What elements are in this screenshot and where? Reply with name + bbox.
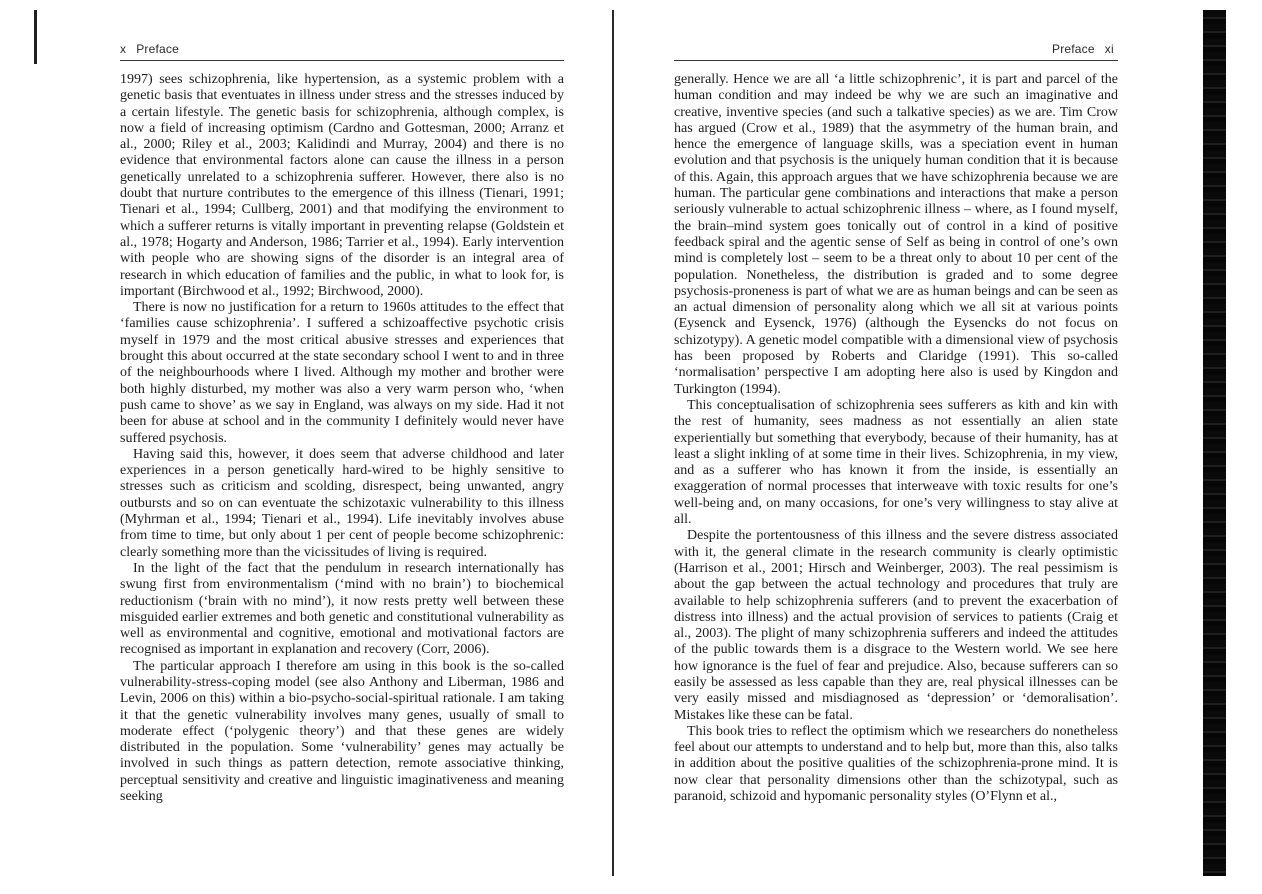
right-running-title: Preface	[1052, 42, 1095, 56]
right-scan-edge	[1203, 10, 1226, 876]
paragraph: Having said this, however, it does seem that adverse childhood and later experiences in a person genetically hard-wired to be highly sensitive to stresses such as criticism and scolding, disrespect, being unwanted, angry outbursts and so on can eventuate the schizotaxic vulnerability to this illness (Myhrman et al., 1994; Tienari et al., 1994). Life inevitably involves abuse from time to time, but only about 1 per cent of people become schizophrenic: clearly something more than the vicissitudes of living is required.	[120, 446, 564, 560]
right-folio: xi	[1104, 42, 1114, 56]
paragraph: There is now no justification for a return to 1960s attitudes to the effect that ‘families cause schizophrenia’. I suffered a schizoaffective psychotic crisis myself in 1979 and the most critical abusive stresses and experiences that brought this about occurred at the state secondary school I went to and in three of the neighbourhoods where I lived. Although my mother and brother were both highly disturbed, my mother was also a very warm person who, ‘when push came to shove’ as we say in England, was always on my side. Had it not been for abuse at school and in the community I definitely would never have suffered psychosis.	[120, 300, 564, 446]
paragraph: This conceptualisation of schizophrenia sees sufferers as kith and kin with the rest of humanity, sees madness as not essentially an alien state experientially but something that everybody, because of their humanity, has at least a slight inkling of at some time in their lives. Schizophrenia, in my view, and as a sufferer who has known it from the inside, is essentially an exaggeration of normal processes that interweave with toxic results for one’s well-being and, on many occasions, for one’s very willingness to stay alive at all.	[674, 397, 1118, 528]
left-scan-edge	[34, 10, 37, 64]
left-running-head	[120, 42, 179, 56]
paragraph: Despite the portentousness of this illness and the severe distress associated with it, the general climate in the research community is clearly optimistic (Harrison et al., 2001; Hirsch and Weinberger, 2003). The real pessimism is about the gap between the actual technology and procedures that truly are available to help schizophrenia sufferers (and to prevent the exacerbation of distress into illness) and the actual provision of services to patients (Craig et al., 2003). The plight of many schizophrenia sufferers and indeed the attitudes of the public towards them is a disgrace to the Western world. We see here how ignorance is the fuel of fear and prejudice. Also, because sufferers can so easily be assessed as less capable than they are, real physical illnesses can be very easily missed and misdiagnosed as ‘depression’ or ‘demoralisation’. Mistakes like these can be fatal.	[674, 528, 1118, 723]
right-header-rule	[674, 60, 1118, 61]
left-header-rule	[120, 60, 564, 61]
paragraph: 1997) sees schizophrenia, like hypertension, as a systemic problem with a genetic basis that eventuates in illness under stress and the stresses induced by a certain lifestyle. The genetic basis for schizophrenia, although complex, is now a field of increasing optimism (Cardno and Gottesman, 2000; Arranz et al., 2000; Riley et al., 2003; Kalidindi and Murray, 2004) and there is no evidence that environmental factors alone can cause the illness in a person genetically unrelated to a schizophrenia sufferer. However, there also is no doubt that nurture contributes to the emergence of this illness (Tienari, 1991; Tienari et al., 1994; Cullberg, 2001) and that modifying the environment to which a sufferer returns is vitally important in preventing relapse (Goldstein et al., 1978; Hogarty and Anderson, 1986; Tarrier et al., 1994). Early intervention with people who are showing signs of the disorder is an integral area of research in which education of families and the public, in what to look for, is important (Birchwood et al., 1992; Birchwood, 2000).	[120, 72, 564, 299]
right-running-head	[1052, 42, 1114, 56]
paragraph: The particular approach I therefore am using in this book is the so-called vulnerability-stress-coping model (see also Anthony and Liberman, 1986 and Levin, 2006 on this) within a bio-psycho-social-spiritual rationale. I am taking it that the genetic vulnerability involves many genes, usually of small to moderate effect (‘polygenic theory’) and that these genes are widely distributed in the population. Some ‘vulnerability’ genes may actually be involved in such things as pattern detection, remote associative thinking, perceptual sensitivity and creative and linguistic imaginativeness and meaning seeking	[120, 658, 564, 805]
book-gutter	[612, 10, 614, 876]
left-body-text	[120, 72, 564, 805]
paragraph: In the light of the fact that the pendulum in research internationally has swung first from environmentalism (‘mind with no brain’) to biochemical reductionism (‘brain with no mind’), it now rests pretty well between these misguided earlier extremes and both genetic and constitutional vulnerability as well as environmental and cognitive, emotional and motivational factors are recognised as important in explanation and recovery (Corr, 2006).	[120, 560, 564, 658]
left-folio: x	[120, 42, 127, 56]
left-running-title: Preface	[136, 42, 179, 56]
paragraph: generally. Hence we are all ‘a little schizophrenic’, it is part and parcel of the human condition and may indeed be why we are such an imaginative and creative, inventive species (and such a talkative species) as we are. Tim Crow has argued (Crow et al., 1989) that the asymmetry of the human brain, and hence the emergence of language skills, was a speciation event in human evolution and that psychosis is the uniquely human condition that it is because of this. Again, this approach argues that we have schizophrenia because we are human. The particular gene combinations and interactions that make a person seriously vulnerable to actual schizophrenic illness – where, as I found myself, the brain–mind system goes tonically out of control in a kind of positive feedback spiral and the agentic sense of Self as being in control of one’s own mind is completely lost – seem to be a threat only to about 10 per cent of the population. Nonetheless, the distribution is graded and to some degree psychosis-proneness is part of what we are as human beings and can be seen as an actual dimension of personality along which we all sit at various points (Eysenck and Eysenck, 1976) (although the Eysencks do not focus on schizotypy). A genetic model compatible with a dimensional view of psychosis has been proposed by Roberts and Claridge (1991). This so-called ‘normalisation’ perspective I am adopting here also is used by Kingdon and Turkington (1994).	[674, 72, 1118, 397]
right-body-text	[674, 72, 1118, 805]
paragraph: This book tries to reflect the optimism which we researchers do nonetheless feel about our attempts to understand and to help but, more than this, also talks in addition about the positive qualities of the schizophrenia-prone mind. It is now clear that personality dimensions other than the schizotypal, such as paranoid, schizoid and hypomanic personality styles (O’Flynn et al.,	[674, 723, 1118, 805]
